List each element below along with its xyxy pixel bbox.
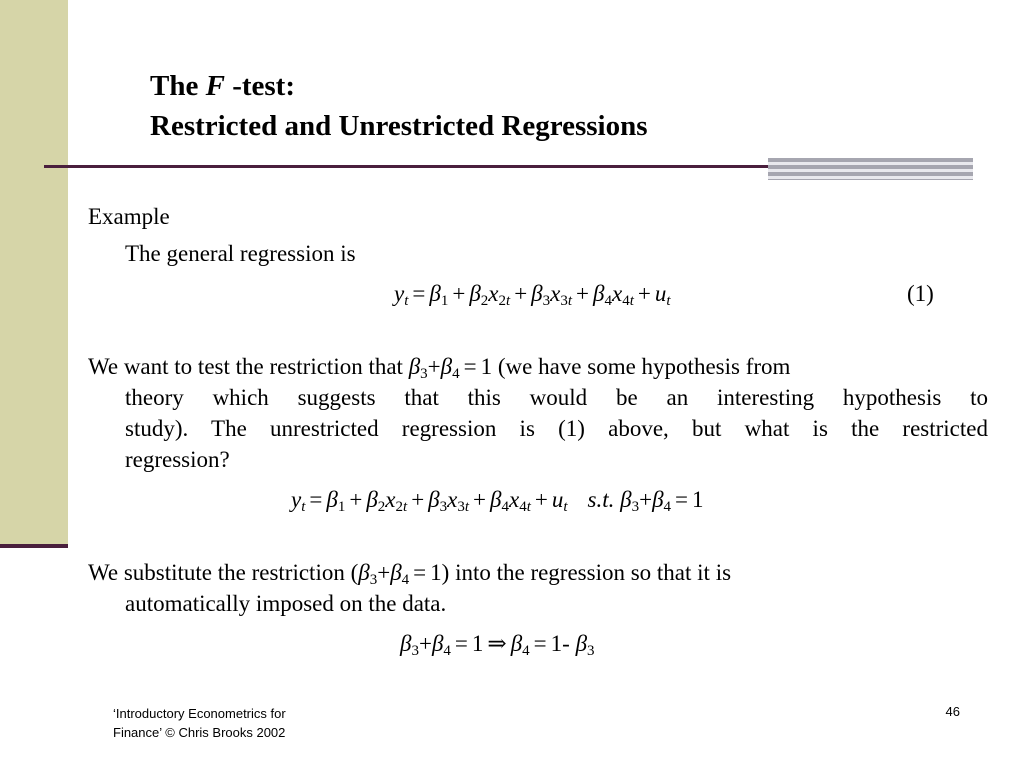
substitution-paragraph-line-1: We substitute the restriction $(\beta_3+\beta_4 = 1)$ into the regression so that it is bbox=[88, 560, 732, 588]
example-label: Example bbox=[88, 204, 170, 229]
footer-line-2: Finance’ © Chris Brooks 2002 bbox=[113, 725, 286, 740]
restriction-paragraph-line-1: We want to test the restriction that $\beta_3+\beta_4 = 1$ (we have some hypothesis from bbox=[88, 354, 791, 382]
page-number: 46 bbox=[945, 704, 960, 719]
footer-line-1: ‘Introductory Econometrics for bbox=[113, 706, 286, 721]
general-regression-text: The general regression is bbox=[125, 241, 356, 266]
title-suffix: -test: bbox=[224, 70, 295, 102]
restriction-paragraph-line-3: study). The unrestricted regression is (1) above, but what is the restricted bbox=[125, 416, 988, 441]
substitution-equation: $\beta_3+\beta_4 = 1$ ⇒ $\beta_4 = 1-$ $\beta_3$ bbox=[400, 631, 595, 659]
implies-symbol: ⇒ bbox=[487, 631, 507, 656]
restriction-paragraph-line-4: regression? bbox=[125, 447, 230, 472]
substitution-paragraph-line-2: automatically imposed on the data. bbox=[125, 591, 447, 616]
title-prefix: The bbox=[150, 70, 206, 102]
footer-citation bbox=[113, 704, 286, 742]
restriction-paragraph-line-2: theory which suggests that this would be an interesting hypothesis to bbox=[125, 385, 988, 410]
equation-1: $y_t = \beta_1 + \beta_2x_{2t} + \beta_3x_{3t} + \beta_4x_{4t} + u_t$ bbox=[394, 281, 671, 309]
title-line-2: Restricted and Unrestricted Regressions bbox=[150, 110, 648, 142]
title-f-var: F bbox=[205, 70, 225, 102]
equation-1-number: (1) bbox=[907, 281, 934, 306]
restricted-regression-equation: $y_t = \beta_1 + \beta_2x_{2t} + \beta_3x_{3t} + \beta_4x_{4t} + u_t$ s.t. $\beta_3+\beta_4 = 1$ bbox=[291, 487, 704, 515]
